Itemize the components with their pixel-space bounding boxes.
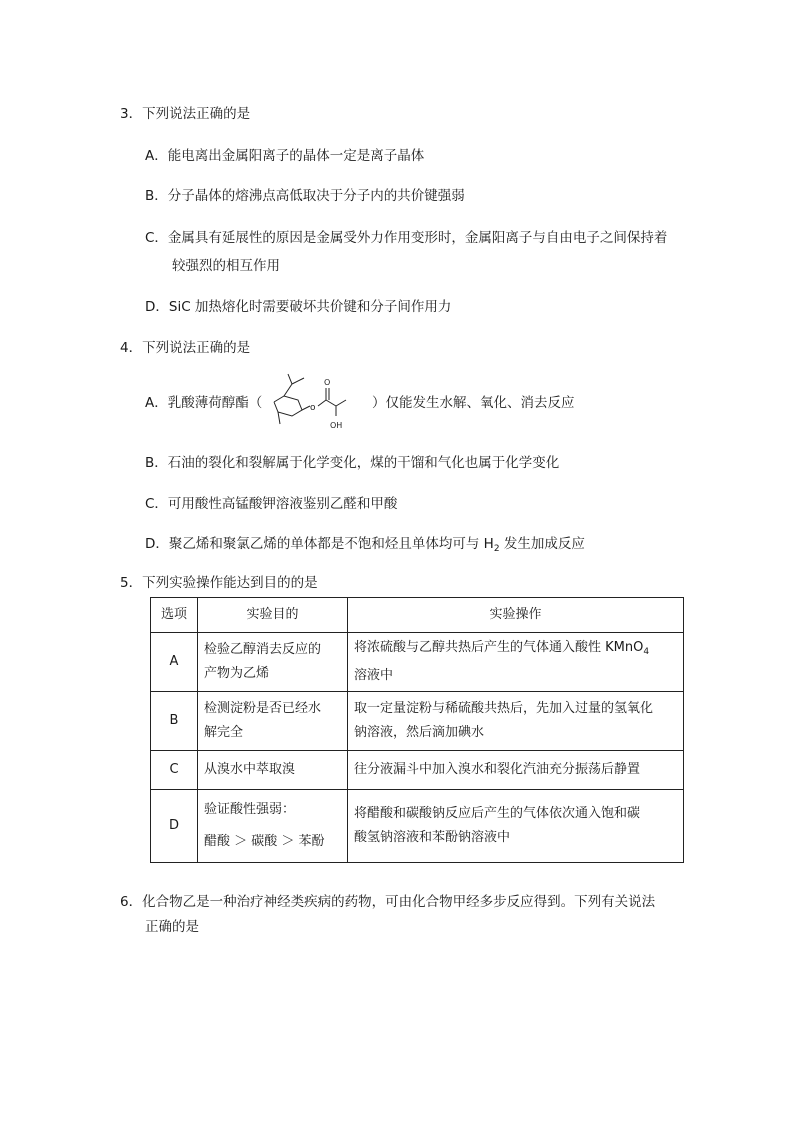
- table-row: [151, 790, 684, 863]
- row-goal: 从溴水中萃取溴: [198, 751, 348, 790]
- row-option: A: [151, 633, 198, 692]
- question-3-option-c-cont: 较强烈的相互作用: [172, 258, 280, 274]
- table-row: [151, 633, 684, 692]
- row-operation: 往分液漏斗中加入溴水和裂化汽油充分振荡后静置: [348, 751, 684, 790]
- mol-label-o: O: [324, 378, 331, 387]
- question-3-option-b: B．分子晶体的熔沸点高低取决于分子内的共价键强弱: [145, 188, 465, 204]
- header-operation: 实验操作: [348, 598, 684, 633]
- row-operation: 将醋酸和碳酸钠反应后产生的气体依次通入饱和碳 酸氢钠溶液和苯酚钠溶液中: [348, 790, 684, 863]
- table-row: [151, 692, 684, 751]
- experiment-table: [150, 597, 684, 863]
- question-6-stem: 6．化合物乙是一种治疗神经类疾病的药物，可由化合物甲经多步反应得到。下列有关说法: [120, 894, 656, 910]
- table-header-row: [151, 598, 684, 633]
- methyl-bond: [278, 412, 280, 424]
- row-option: D: [151, 790, 198, 863]
- question-6-stem-cont: 正确的是: [145, 919, 199, 935]
- row-option: B: [151, 692, 198, 751]
- question-4-stem: 4．下列说法正确的是: [120, 340, 251, 356]
- ester-o-bond: [302, 406, 310, 410]
- row-goal: 检测淀粉是否已经水 解完全: [198, 692, 348, 751]
- question-4-option-b: B．石油的裂化和裂解属于化学变化，煤的干馏和气化也属于化学变化: [145, 455, 560, 471]
- menthyl-lactate-structure: [266, 370, 372, 436]
- header-goal: 实验目的: [198, 598, 348, 633]
- question-4-option-d: D．聚乙烯和聚氯乙烯的单体都是不饱和烃且单体均可与 $H_2$ 发生加成反应: [145, 536, 585, 554]
- isopropyl-bond: [284, 384, 292, 396]
- question-3-option-d: D．SiC 加热熔化时需要破坏共价键和分子间作用力: [145, 299, 452, 315]
- mol-label-oh: OH: [330, 421, 343, 430]
- question-4-option-c: C．可用酸性高锰酸钾溶液鉴别乙醛和甲酸: [145, 496, 398, 512]
- header-option: 选项: [151, 598, 198, 633]
- question-3-option-c: C．金属具有延展性的原因是金属受外力作用变形时，金属阳离子与自由电子之间保持着: [145, 230, 668, 246]
- question-5-stem: 5．下列实验操作能达到目的的是: [120, 575, 318, 591]
- row-goal: 验证酸性强弱： 醋酸 ＞ 碳酸 ＞ 苯酚: [198, 790, 348, 863]
- svg-text:o: o: [310, 403, 316, 413]
- question-3-stem: 3．下列说法正确的是: [120, 106, 251, 122]
- question-4-option-a-suffix: ）仅能发生水解、氧化、消去反应: [372, 395, 575, 411]
- row-goal: 检验乙醇消去反应的 产物为乙烯: [198, 633, 348, 692]
- row-operation: 将浓硫酸与乙醇共热后产生的气体通入酸性 KMnO$_4$ 溶液中: [348, 633, 684, 692]
- row-option: C: [151, 751, 198, 790]
- question-3-option-a: A．能电离出金属阳离子的晶体一定是离子晶体: [145, 148, 425, 164]
- row-operation: 取一定量淀粉与稀硫酸共热后，先加入过量的氢氧化 钠溶液，然后滴加碘水: [348, 692, 684, 751]
- table-row: [151, 751, 684, 790]
- question-4-option-a-prefix: A．乳酸薄荷醇酯（: [145, 395, 263, 411]
